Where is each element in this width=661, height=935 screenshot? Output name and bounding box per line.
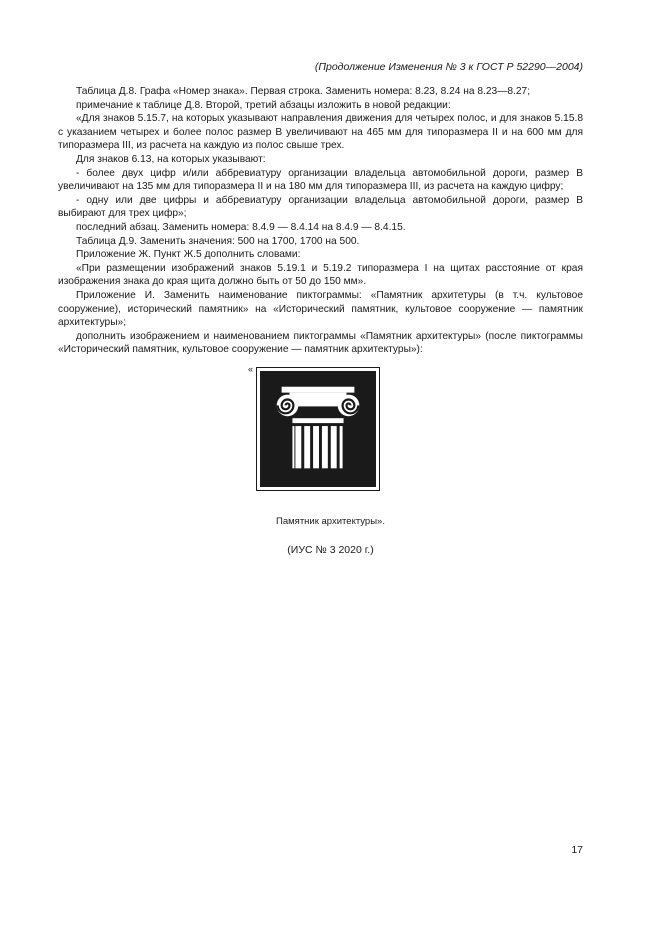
paragraph: дополнить изображением и наименованием пиктограммы «Памятник архитектуры» (после пиктограммы «Исторический памятник, культовое сооружение — памятник архитектуры»): (58, 330, 583, 356)
pictogram-background (260, 371, 376, 487)
running-header: (Продолжение Изменения № 3 к ГОСТ Р 52290—2004) (314, 61, 583, 73)
page-number: 17 (571, 844, 583, 856)
paragraph: Приложение И. Заменить наименование пиктограммы: «Памятник архитетуры (в т.ч. культовое сооружение), исторический памятник» на «Исторический памятник, культовое сооружение — памятник архитектуры»; (58, 289, 583, 329)
paragraph: Таблица Д.8. Графа «Номер знака». Первая строка. Заменить номера: 8.23, 8.24 на 8.23—8.27; (76, 86, 531, 97)
paragraph: «При размещении изображений знаков 5.19.1 и 5.19.2 типоразмера I на щитах расстояние от края изображения знака до края щита должно быть от 50 до 150 мм». (58, 262, 583, 288)
pictogram-caption: Памятник архитектуры». (276, 516, 385, 527)
ionic-column-icon (260, 371, 376, 487)
paragraph: примечание к таблице Д.8. Второй, третий абзацы изложить в новой редакции: (76, 99, 451, 111)
paragraph: Таблица Д.9. Заменить значения: 500 на 1700, 1700 на 500. (76, 235, 360, 247)
paragraph: Для знаков 6.13, на которых указывают: (76, 153, 266, 165)
architecture-monument-pictogram (256, 367, 380, 491)
opening-quote-mark: « (248, 363, 254, 374)
paragraph: - более двух цифр и/или аббревиатуру организации владельца автомобильной дороги, размер В увеличивают на 135 мм для типоразмера II и на 180 мм для типоразмера III, из расчета на каждую цифру; (58, 167, 583, 193)
paragraph: «Для знаков 5.15.7, на которых указывают направления движения для четырех полос, и для знаков 5.15.8 с указанием четырех и более полос размер В увеличивают на 465 мм для типоразмера II и на 600 мм для типоразмера III, из расчета на каждую из полос свыше трех. (58, 113, 583, 152)
paragraph: - одну или две цифры и аббревиатуру организации владельца автомобильной дороги, размер В выбирают для трех цифр»; (58, 194, 583, 220)
pictogram-figure (58, 363, 583, 503)
paragraph: последний абзац. Заменить номера: 8.4.9 — 8.4.14 на 8.4.9 — 8.4.15. (76, 221, 406, 233)
document-body (58, 85, 583, 503)
paragraph: Приложение Ж. Пункт Ж.5 дополнить словами: (76, 249, 301, 261)
source-reference: (ИУС № 3 2020 г.) (287, 544, 374, 556)
